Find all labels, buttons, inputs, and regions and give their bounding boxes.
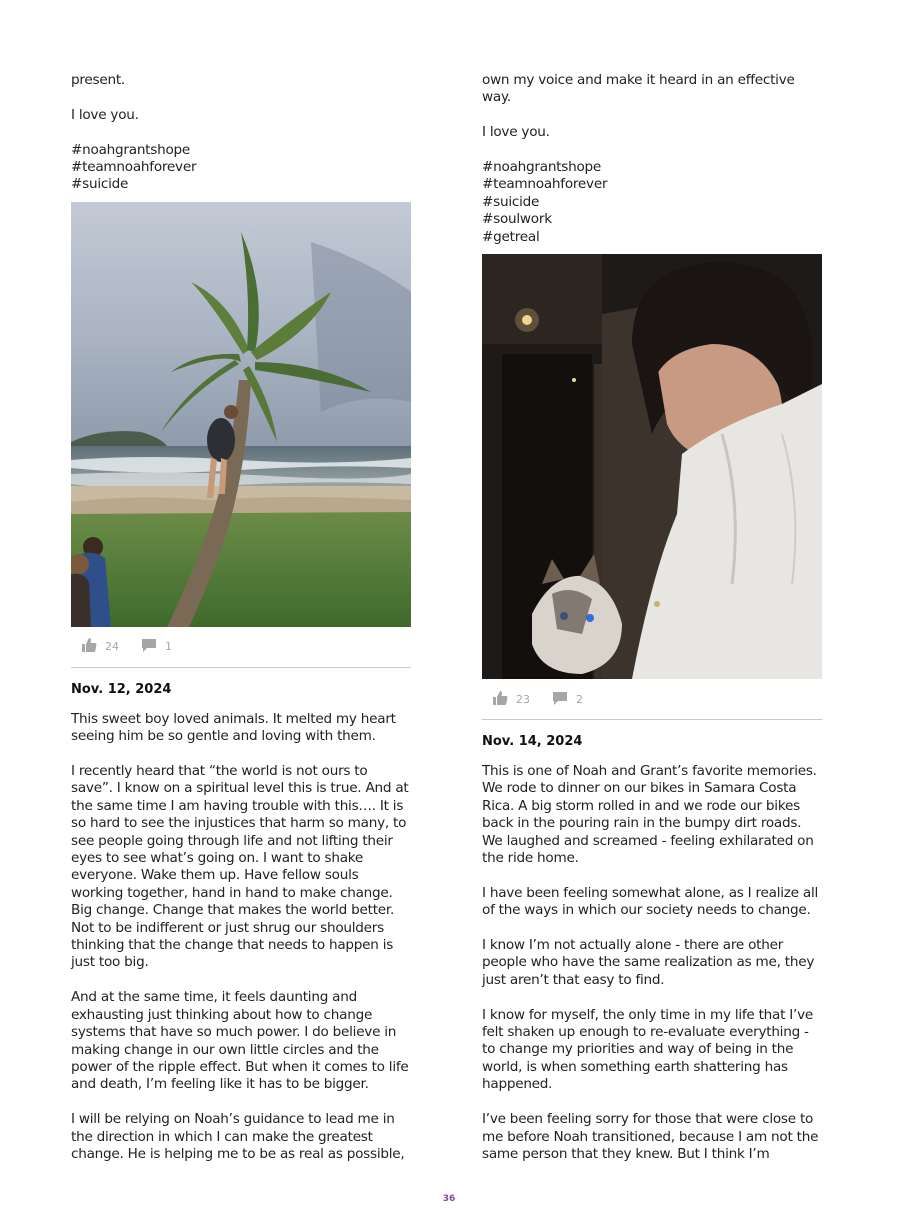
reactions-bar (71, 627, 411, 668)
comment-count: 1 (165, 640, 172, 654)
post-paragraph: I know I’m not actually alone - there are other people who have the same realization as me, they just aren’t that easy to find. (482, 937, 815, 988)
hashtag[interactable]: #soulwork (482, 211, 552, 228)
post-paragraph: This is one of Noah and Grant’s favorite memories. We rode to dinner on our bikes in Samara Costa Rica. A big storm rolled in and we rode our bikes back in the pouring rain in the bumpy dirt roads. We laughed and screamed - feeling exhilarated on the ride home. (482, 763, 817, 867)
post-paragraph: This sweet boy loved animals. It melted my heart seeing him be so gentle and loving with them. (71, 710, 396, 745)
post-date: Nov. 12, 2024 (71, 681, 172, 697)
hashtag[interactable]: #teamnoahforever (71, 159, 197, 175)
page-number: 36 (442, 1194, 456, 1204)
hashtag[interactable]: #suicide (71, 176, 129, 193)
like-count: 23 (516, 692, 530, 706)
post-date: Nov. 14, 2024 (482, 734, 583, 750)
intro-line: present. (71, 72, 125, 88)
post-paragraph: And at the same time, it feels daunting and exhausting just thinking about how to change systems that have so much power. I do believe in making change in our own little circles and the power of the ripple effect. But when it comes to life and death, I’m feeling like it has to be bigger. (71, 989, 409, 1093)
comment-icon[interactable] (552, 691, 568, 708)
comment-icon[interactable] (141, 638, 157, 655)
intro-line: own my voice and make it heard in an effective way. (482, 72, 795, 106)
post-paragraph: I will be relying on Noah’s guidance to lead me in the direction in which I can make the greatest change. He is helping me to be as real as possible, (71, 1111, 405, 1162)
hashtag-list (482, 159, 822, 246)
hashtag[interactable]: #noahgrantshope (71, 141, 191, 158)
hashtag-list (71, 142, 411, 194)
boy-with-kitten-photo (482, 254, 822, 679)
left-column (71, 72, 411, 1163)
post-paragraph: I know for myself, the only time in my life that I’ve felt shaken up enough to re-evaluate everything - to change my priorities and way of being in the world, is when something earth shattering has happened. (482, 1006, 814, 1093)
thumbs-up-icon[interactable] (492, 691, 508, 708)
like-count: 24 (105, 640, 119, 654)
post-paragraph: I have been feeling somewhat alone, as I realize all of the ways in which our society needs to change. (482, 884, 818, 919)
reactions-bar (482, 679, 822, 720)
right-column (482, 72, 822, 1163)
palm-tree-photo (71, 202, 411, 627)
intro-line: I love you. (482, 124, 550, 141)
hashtag[interactable]: #getreal (482, 228, 540, 245)
comment-count: 2 (576, 692, 583, 706)
hashtag[interactable]: #suicide (482, 193, 540, 210)
hashtag[interactable]: #noahgrantshope (482, 159, 602, 175)
post-paragraph: I recently heard that “the world is not ours to save”. I know on a spiritual level this is true. And at the same time I am having trouble with this…. It is so hard to see the injustices that harm so many, to see people going through life and not lifting their eyes to see what’s going on. I want to shake everyone. Wake them up. Have fellow souls working together, hand in hand to make change. Big change. Change that makes the world better. Not to be indifferent or just shrug our shoulders thinking that the change that needs to happen is just too big. (71, 763, 409, 971)
intro-line: I love you. (71, 106, 139, 123)
hashtag[interactable]: #teamnoahforever (482, 176, 608, 193)
post-paragraph: I’ve been feeling sorry for those that were close to me before Noah transitioned, because I am not the same person that they knew. But I think I’m (482, 1111, 819, 1162)
thumbs-up-icon[interactable] (81, 638, 97, 655)
